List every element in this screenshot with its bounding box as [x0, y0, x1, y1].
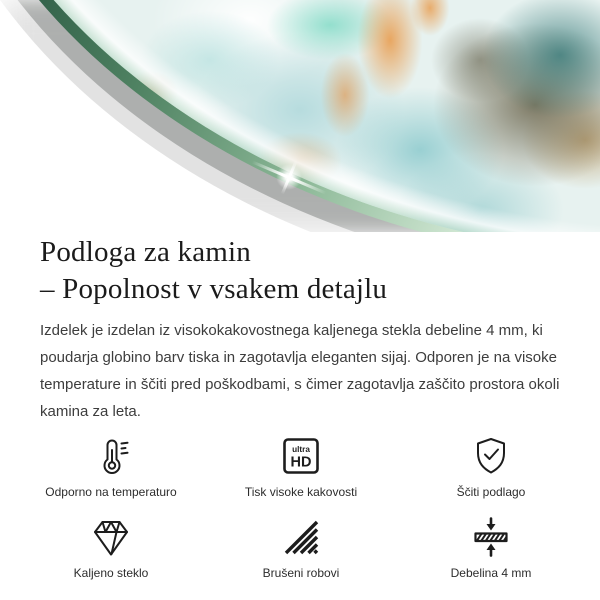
shield-check-icon	[469, 434, 513, 478]
diamond-icon	[89, 515, 133, 559]
page-title-line2: – Popolnost v vsakem detajlu	[40, 273, 388, 305]
ultra-hd-icon-text-top: ultra	[292, 445, 310, 454]
feature-label: Ščiti podlago	[456, 485, 526, 499]
feature-temperature	[16, 434, 206, 499]
feature-protects-surface	[396, 434, 586, 499]
feature-label: Odporno na temperaturo	[45, 485, 177, 499]
feature-label: Debelina 4 mm	[450, 566, 532, 580]
feature-label: Kaljeno steklo	[73, 566, 149, 580]
thermometer-icon	[89, 434, 133, 478]
product-image	[0, 0, 600, 232]
feature-tempered-glass	[16, 515, 206, 580]
feature-polished-edges	[206, 515, 396, 580]
features-grid	[0, 434, 600, 580]
feature-thickness	[396, 515, 586, 580]
product-info-section	[0, 234, 600, 425]
feature-print-quality	[206, 434, 396, 499]
page-title	[40, 234, 560, 308]
beveled-edges-icon	[279, 515, 323, 559]
feature-label: Brušeni robovi	[262, 566, 340, 580]
page-title-line1: Podloga za kamin	[40, 236, 251, 268]
ultra-hd-icon	[279, 434, 323, 478]
ultra-hd-icon-text-bottom: HD	[290, 454, 312, 471]
thickness-icon	[469, 515, 513, 559]
product-description: Izdelek je izdelan iz visokokakovostnega kaljenega stekla debeline 4 mm, ki poudarja globino barv tiska in zagotavlja eleganten sijaj. Odporen je na visoke temperature in ščiti pred poškodbami, s čimer zagotavlja zaščito prostora okoli kamina za leta.	[40, 322, 560, 420]
feature-label: Tisk visoke kakovosti	[244, 485, 358, 499]
